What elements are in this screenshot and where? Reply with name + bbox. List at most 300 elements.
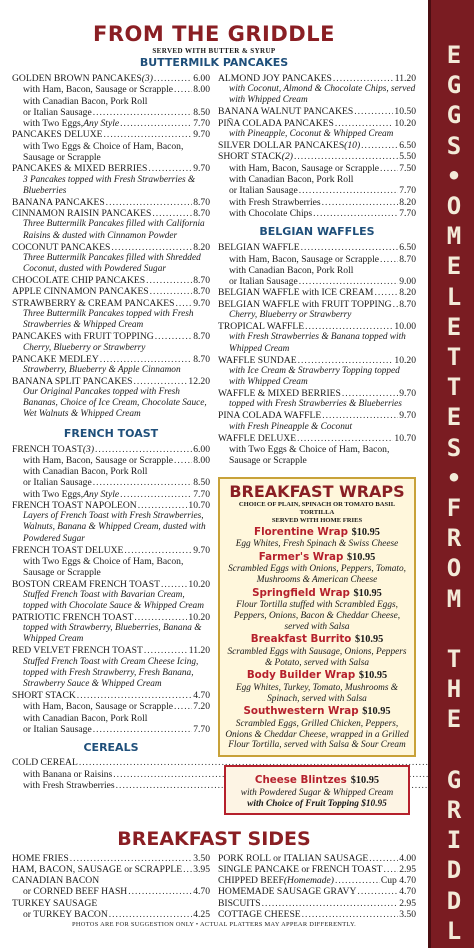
item-option (218, 265, 416, 276)
item-name: PATRIOTIC FRENCH TOAST (12, 612, 134, 623)
item-price: 4.70 (193, 690, 210, 702)
item-name: PIÑA COLADA PANCAKES (218, 117, 334, 129)
item-name: PANCAKES with FRUIT TOPPING (12, 331, 154, 343)
dot-leader (154, 73, 192, 84)
pancake-list (12, 73, 210, 421)
blintz-line-1: with Powdered Sugar & Whipped Cream (240, 787, 394, 798)
dot-leader (152, 208, 192, 219)
menu-page (12, 22, 416, 928)
item-price: 8.70 (193, 286, 210, 298)
item-name: with Canadian Bacon, Pork Roll (23, 95, 148, 107)
dot-leader (155, 331, 192, 342)
item-option (12, 724, 210, 735)
item-name: with Canadian Bacon, Pork Roll (229, 174, 354, 186)
menu-item (12, 286, 210, 297)
item-name: with Canadian Bacon, Pork Roll (229, 264, 354, 276)
item-name: or Italian Sausage (229, 276, 298, 288)
item-description: with Fresh Strawberries & Banana topped with Whipped Cream (229, 332, 406, 354)
dot-leader (361, 140, 398, 151)
breakfast-sides-title: BREAKFAST SIDES (117, 827, 311, 850)
item-name: COCONUT PANCAKES (12, 241, 111, 253)
dot-leader (93, 724, 192, 735)
dot-leader (161, 579, 187, 590)
blintz-name: Cheese Blintzes (254, 773, 347, 786)
item-price: 8.70 (193, 196, 210, 208)
dot-leader (120, 489, 192, 500)
dot-leader (297, 433, 393, 444)
menu-item (12, 129, 210, 140)
item-name: with Fresh Strawberries (229, 196, 321, 208)
menu-item (12, 354, 210, 365)
wrap-price: $10.95 (346, 551, 376, 563)
menu-item (12, 242, 210, 253)
item-name: BELGIAN WAFFLE with FRUIT TOPPING (218, 298, 392, 310)
dot-leader (106, 197, 193, 208)
item-name: PINA COLADA WAFFLE (218, 410, 322, 422)
menu-item (218, 886, 416, 897)
item-description: topped with Fresh Strawberries & Blueberries (229, 399, 402, 410)
dot-leader (380, 163, 398, 174)
item-price: 8.20 (399, 287, 416, 299)
menu-item (218, 242, 416, 253)
sides-columns (12, 853, 416, 921)
item-name: with Two Eggs, (23, 118, 84, 130)
item-name: with Two Eggs, (23, 488, 84, 500)
dot-leader (342, 388, 398, 399)
dot-leader (369, 853, 398, 864)
item-name: FRENCH TOAST DELUXE (12, 544, 124, 556)
item-price: 9.70 (193, 163, 210, 175)
item-price: 2.95 (399, 863, 416, 875)
side-banner-text: E G G S • O M E L E T T E S • F R O M T H E G R I D D L (446, 41, 462, 945)
item-price: 2.95 (399, 897, 416, 909)
item-name: CHIPPED BEEF (218, 875, 284, 887)
item-name: BANANA WALNUT PANCAKES (218, 106, 354, 118)
wrap-item-heading (224, 587, 410, 601)
item-quantity: (3) (141, 73, 153, 84)
dot-leader (174, 84, 192, 95)
french-toast-list (12, 444, 210, 736)
item-description: Stuffed French Toast with Cream Cheese Icing, topped with Fresh Strawberry, Fresh Banana, Strawberry Sauce & Whipped Cream (23, 656, 199, 689)
item-price: 9.70 (399, 388, 416, 400)
wrap-name: Florentine Wrap (254, 525, 349, 538)
item-name: with Ham, Bacon, Sausage or Scrapple (229, 162, 379, 174)
item-name: with Fresh Strawberries (23, 779, 115, 791)
item-price: 12.20 (188, 375, 210, 387)
item-price: 10.00 (394, 321, 416, 333)
item-price: 3.50 (193, 852, 210, 864)
dot-leader (298, 355, 394, 366)
side-banner (428, 0, 474, 948)
dot-leader (357, 886, 398, 897)
dot-leader (299, 185, 398, 196)
item-option (12, 96, 210, 107)
item-name: BELGIAN WAFFLE (218, 242, 300, 254)
item-name: BANANA PANCAKES (12, 196, 105, 208)
item-name: STRAWBERRY & CREAM PANCAKES (12, 297, 175, 309)
item-option (12, 567, 210, 578)
item-name: or Italian Sausage (229, 185, 298, 197)
wrap-list (224, 526, 410, 751)
item-name: Sausage or Scrapple (23, 152, 101, 164)
item-price: 7.70 (193, 723, 210, 735)
item-name: SINGLE PANCAKE or FRENCH TOAST (218, 863, 383, 875)
dot-leader (104, 129, 193, 140)
waffle-list (218, 242, 416, 467)
item-option (12, 886, 210, 897)
item-price: 9.70 (193, 544, 210, 556)
item-name: BANANA SPLIT PANCAKES (12, 375, 133, 387)
item-price: 10.20 (188, 578, 210, 590)
wrap-name: Breakfast Burrito (250, 633, 352, 646)
wraps-served-with: SERVED WITH HOME FRIES (271, 516, 363, 524)
blintz-heading (228, 770, 406, 788)
breakfast-wraps-box (218, 477, 416, 757)
item-price: 5.50 (399, 151, 416, 163)
blintz-line-2-price: $10.95 (361, 798, 387, 809)
dot-leader (380, 254, 398, 265)
item-name: with Chocolate Chips (229, 207, 313, 219)
item-style: Any Style (83, 118, 120, 130)
item-option (12, 713, 210, 724)
left-column (12, 73, 210, 815)
item-name: with Two Eggs & Choice of Ham, Bacon, (23, 555, 184, 567)
belgian-waffles-title: BELGIAN WAFFLES (259, 225, 375, 239)
menu-item (12, 376, 210, 387)
item-price: 7.20 (193, 701, 210, 713)
item-name: CANADIAN BACON (12, 875, 100, 887)
item-name: with Banana or Raisins (23, 768, 113, 780)
item-option (218, 174, 416, 185)
menu-item (218, 140, 416, 151)
item-name: PANCAKES DELUXE (12, 129, 103, 141)
item-price: Cup 4.70 (380, 875, 416, 887)
item-price: 10.70 (394, 432, 416, 444)
item-name: with Canadian Bacon, Pork Roll (23, 712, 148, 724)
item-name: with Ham, Bacon, Sausage or Scrapple (23, 84, 173, 96)
item-name: HOME FRIES (12, 852, 69, 864)
dot-leader (109, 909, 192, 920)
item-name: GOLDEN BROWN PANCAKES (12, 73, 142, 84)
item-name: PORK ROLL or ITALIAN SAUSAGE (218, 852, 369, 864)
wrap-price: $10.95 (351, 526, 380, 538)
buttermilk-title: BUTTERMILK PANCAKES (139, 56, 289, 69)
menu-item (218, 106, 416, 117)
item-price: 9.00 (399, 276, 416, 288)
menu-item (12, 298, 210, 309)
item-name: with Ham, Bacon, Sausage or Scrapple (23, 701, 173, 713)
item-price: 8.20 (193, 241, 210, 253)
dot-leader (93, 477, 192, 488)
item-price: 7.70 (399, 185, 416, 197)
item-name: ALMOND JOY PANCAKES (218, 73, 332, 84)
wrap-description: Scrambled Eggs, Grilled Chicken, Peppers, Onions & Cheddar Cheese, wrapped in a Grilled Flour Tortilla, served with Salsa & Sour Cream (225, 718, 409, 751)
item-price: 7.70 (193, 118, 210, 130)
menu-item (12, 853, 210, 864)
item-price: 3.50 (399, 908, 416, 920)
photo-disclaimer: PHOTOS ARE FOR SUGGESTION ONLY • ACTUAL PLATTERS MAY APPEAR DIFFERENTLY. (72, 921, 356, 929)
item-name: or Italian Sausage (23, 106, 92, 118)
griddle-title: FROM THE GRIDDLE (93, 22, 335, 46)
item-quantity: (2) (281, 151, 293, 163)
menu-item (218, 151, 416, 162)
sides-left-list (12, 853, 210, 921)
menu-item (12, 690, 210, 701)
dot-leader (146, 275, 192, 286)
item-option (12, 141, 210, 152)
menu-item (12, 875, 210, 886)
dot-leader (100, 354, 192, 365)
blintz-line-2-text: with Choice of Fruit Topping (247, 798, 359, 809)
item-price: 9.70 (399, 410, 416, 422)
item-name: BELGIAN WAFFLE with ICE CREAM (218, 287, 374, 299)
item-name: WAFFLE SUNDAE (218, 354, 297, 366)
item-name: with Two Eggs & Choice of Ham, Bacon, (23, 140, 184, 152)
item-name: Sausage or Scrapple (229, 455, 307, 467)
item-name: or CORNED BEEF HASH (23, 886, 128, 898)
dot-leader (70, 853, 192, 864)
item-name: HOMEMADE SAUSAGE GRAVY (218, 886, 357, 898)
item-name: BISCUITS (218, 897, 261, 909)
item-price: 10.20 (394, 117, 416, 129)
menu-item (12, 163, 210, 174)
item-price: 6.00 (193, 443, 210, 455)
dot-leader (93, 107, 192, 118)
griddle-columns (12, 73, 416, 815)
item-option (12, 455, 210, 466)
menu-item (218, 118, 416, 129)
item-option (218, 163, 416, 174)
item-option (12, 118, 210, 129)
dot-leader (174, 701, 192, 712)
wrap-description: Scrambled Eggs with Sausage, Onions, Peppers & Potato, served with Salsa (227, 646, 407, 668)
item-description: Cherry, Blueberry or Strawberry (23, 342, 146, 353)
item-option (12, 477, 210, 488)
dot-leader (183, 864, 192, 875)
wrap-item-heading (224, 633, 410, 647)
menu-item (218, 287, 416, 298)
wrap-item-heading (224, 526, 410, 540)
item-name: PANCAKES & MIXED BERRIES (12, 163, 148, 175)
item-quantity: (10) (344, 140, 361, 152)
menu-item (12, 208, 210, 219)
item-price: 6.00 (193, 73, 210, 84)
menu-item (218, 388, 416, 399)
dot-leader (302, 909, 399, 920)
dot-leader (262, 898, 399, 909)
item-name: CHOCOLATE CHIP PANCAKES (12, 275, 146, 287)
item-name: SHORT STACK (12, 690, 76, 702)
item-description: topped with Strawberry, Blueberries, Banana & Whipped Cream (23, 623, 202, 645)
dot-leader (174, 455, 192, 466)
wrap-price: $10.95 (353, 587, 382, 599)
item-price: 8.50 (193, 477, 210, 489)
dot-leader (301, 242, 399, 253)
item-option (218, 444, 416, 455)
dot-leader (333, 73, 394, 84)
menu-item (12, 275, 210, 286)
item-price: 8.70 (193, 208, 210, 220)
menu-item (12, 645, 210, 656)
item-description: with Pineapple, Coconut & Whipped Cream (229, 129, 394, 140)
item-name: SILVER DOLLAR PANCAKES (218, 140, 345, 152)
item-name: or TURKEY BACON (23, 908, 108, 920)
dot-leader (313, 208, 398, 219)
menu-item (12, 612, 210, 623)
item-option (218, 208, 416, 219)
dot-leader (374, 287, 398, 298)
item-name: TROPICAL WAFFLE (218, 321, 305, 333)
dot-leader (95, 444, 192, 455)
item-option (218, 455, 416, 466)
item-description: 3 Pancakes topped with Fresh Strawberries & Blueberries (23, 174, 196, 196)
item-price: 4.00 (399, 852, 416, 864)
dot-leader (148, 163, 192, 174)
dot-leader (322, 197, 399, 208)
dot-leader (294, 151, 398, 162)
dot-leader (335, 118, 394, 129)
dot-leader (111, 242, 192, 253)
item-price: 10.20 (188, 612, 210, 623)
item-name: with Ham, Bacon, Sausage or Scrapple (23, 454, 173, 466)
item-name: HAM, BACON, SAUSAGE or SCRAPPLE (12, 863, 183, 875)
item-description: Cherry, Blueberry or Strawberry (229, 310, 352, 321)
item-price: 8.70 (193, 331, 210, 343)
menu-item (218, 909, 416, 920)
item-name: RED VELVET FRENCH TOAST (12, 645, 143, 657)
wrap-item-heading (224, 705, 410, 719)
item-option (12, 84, 210, 95)
wraps-subtitle: CHOICE OF PLAIN, SPINACH OR TOMATO BASIL TORTILLA (238, 500, 396, 516)
cheese-blintzes-box (224, 765, 410, 815)
dot-leader (354, 106, 393, 117)
item-price: 10.20 (394, 354, 416, 366)
item-name: CINNAMON RAISIN PANCAKES (12, 208, 152, 220)
item-name: or Italian Sausage (23, 723, 92, 735)
item-name: WAFFLE DELUXE (218, 432, 297, 444)
dot-leader (322, 410, 398, 421)
sides-right-list (218, 853, 416, 921)
french-toast-title: FRENCH TOAST (63, 426, 159, 440)
right-pancake-list (218, 73, 416, 219)
dot-leader (393, 299, 399, 310)
wrap-price: $10.95 (354, 634, 384, 646)
item-name: with Ham, Bacon, Sausage or Scrapple (229, 253, 379, 265)
item-price: 9.70 (193, 297, 210, 309)
item-price: 7.70 (399, 207, 416, 219)
item-option (12, 556, 210, 567)
wrap-name: Springfield Wrap (252, 586, 350, 599)
item-description: Layers of French Toast with Fresh Strawberries, Walnuts, Banana & Whipped Cream, dusted with Powdered Sugar (23, 511, 206, 544)
griddle-subtitle: SERVED WITH BUTTER & SYRUP (152, 47, 276, 55)
item-name: TURKEY SAUSAGE (12, 897, 98, 909)
dot-leader (335, 875, 380, 886)
wrap-item-heading (224, 669, 410, 683)
item-price: 9.70 (193, 129, 210, 141)
item-option (218, 276, 416, 287)
wrap-price: $10.95 (362, 706, 391, 718)
item-name: with Canadian Bacon, Pork Roll (23, 466, 148, 478)
item-option (12, 466, 210, 477)
wrap-name: Body Builder Wrap (246, 669, 356, 682)
dot-leader (133, 376, 187, 387)
item-price: 7.70 (193, 488, 210, 500)
item-price: 4.25 (193, 908, 210, 920)
item-option (218, 197, 416, 208)
blintz-line-2 (228, 799, 406, 810)
item-name: FRENCH TOAST (12, 443, 83, 455)
item-description: Three Buttermilk Pancakes filled with Shredded Coconut, dusted with Powdered Sugar (23, 252, 201, 275)
menu-item (218, 898, 416, 909)
dot-leader (175, 298, 192, 309)
item-price: 4.70 (399, 886, 416, 898)
item-price: 10.70 (188, 500, 210, 512)
item-price: 8.00 (193, 454, 210, 466)
item-description: Stuffed French Toast with Bavarian Cream, topped with Chocolate Sauce & Whipped Cream (23, 589, 204, 611)
dot-leader (134, 612, 187, 623)
menu-item (218, 410, 416, 421)
dot-leader (150, 286, 193, 297)
item-price: 7.50 (399, 162, 416, 174)
wrap-description: Egg Whites, Fresh Spinach & Swiss Cheese (235, 539, 399, 550)
wrap-description: Flour Tortilla stuffed with Scrambled Eggs, Peppers, Onions, Bacon & Cheddar Cheese, served with Salsa (233, 600, 401, 632)
menu-item (12, 864, 210, 875)
item-name: with Two Eggs & Choice of Ham, Bacon, (229, 444, 390, 456)
dot-leader (120, 118, 192, 129)
item-name: WAFFLE & MIXED BERRIES (218, 388, 341, 400)
dot-leader (124, 545, 192, 556)
wraps-title: BREAKFAST WRAPS (229, 481, 405, 501)
menu-item (218, 299, 416, 310)
item-option (12, 909, 210, 920)
item-description: Three Buttermilk Pancakes filled with California Raisins & dusted with Cinnamon Powder (23, 219, 205, 241)
blintz-price: $10.95 (350, 774, 380, 786)
item-price: 8.70 (399, 298, 416, 310)
item-name: PANCAKE MEDLEY (12, 353, 99, 365)
wrap-item-heading (224, 551, 410, 565)
item-name: FRENCH TOAST NAPOLEON (12, 500, 137, 512)
item-option (12, 107, 210, 118)
item-price: 11.20 (188, 645, 210, 657)
menu-item (12, 579, 210, 590)
item-style: Any Style (83, 488, 120, 500)
wrap-price: $10.95 (358, 670, 388, 682)
item-quantity: (3) (82, 443, 95, 455)
item-option (218, 254, 416, 265)
item-option (12, 701, 210, 712)
item-option (218, 185, 416, 196)
dot-leader (138, 500, 188, 511)
menu-item (12, 331, 210, 342)
item-description: with Ice Cream & Strawberry Topping topped with Whipped Cream (229, 365, 400, 387)
menu-item (12, 73, 210, 84)
menu-item (218, 433, 416, 444)
wrap-description: Scrambled Eggs with Onions, Peppers, Tomato, Mushrooms & American Cheese (228, 564, 406, 586)
item-price: 3.95 (193, 863, 210, 875)
item-name: or Italian Sausage (23, 477, 92, 489)
item-price: 8.70 (399, 253, 416, 265)
menu-item (218, 321, 416, 332)
wrap-name: Farmer's Wrap (258, 550, 344, 563)
item-name: COLD CEREAL (12, 757, 78, 769)
item-description: Three Buttermilk Pancakes topped with Fresh Strawberries & Whipped Cream (23, 309, 194, 331)
menu-item (218, 864, 416, 875)
dot-leader (384, 864, 399, 875)
item-price: 8.70 (193, 275, 210, 287)
menu-item (12, 197, 210, 208)
menu-item (218, 73, 416, 84)
item-quantity: (Homemade) (283, 875, 334, 887)
